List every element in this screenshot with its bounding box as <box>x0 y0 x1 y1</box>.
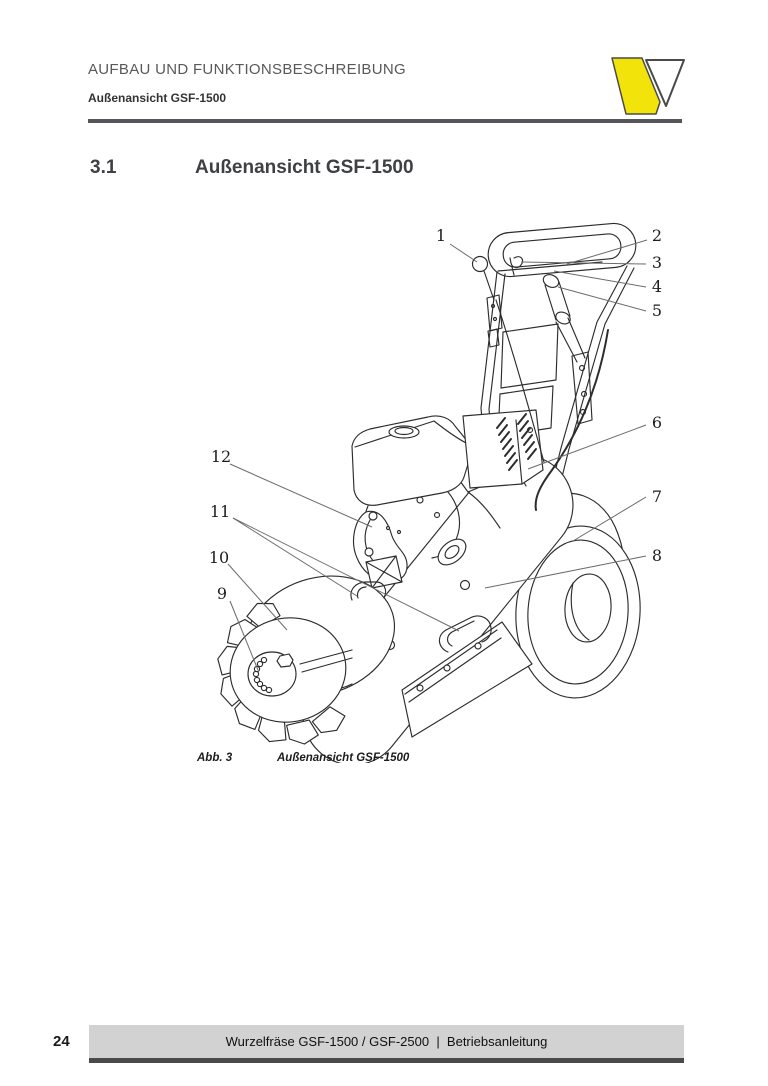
figure-caption-text: Außenansicht GSF-1500 <box>277 752 410 764</box>
callout-label-6: 6 <box>651 413 663 432</box>
company-logo <box>602 50 694 118</box>
page-title: Außenansicht GSF-1500 <box>195 157 414 178</box>
header-rule <box>88 119 682 123</box>
footer-doc-title: Wurzelfräse GSF-1500 / GSF-2500 | Betriebsanleitung <box>225 1034 548 1049</box>
chapter-title: AUFBAU UND FUNKTIONSBESCHREIBUNG <box>88 61 406 78</box>
page-number: 24 <box>53 1033 70 1050</box>
callout-label-2: 2 <box>651 226 663 245</box>
callout-label-7: 7 <box>651 487 663 506</box>
callout-label-3: 3 <box>651 253 663 272</box>
fuel-tank <box>352 416 471 505</box>
callout-label-8: 8 <box>651 546 663 565</box>
callout-label-1: 1 <box>435 226 447 245</box>
callout-label-5: 5 <box>651 301 663 320</box>
callout-label-9: 9 <box>216 584 228 603</box>
figure-caption-label: Abb. 3 <box>197 752 233 764</box>
header-section-subtitle: Außenansicht GSF-1500 <box>88 91 227 105</box>
callout-label-4: 4 <box>651 277 663 296</box>
section-number: 3.1 <box>90 157 117 178</box>
cable-clip <box>510 257 523 275</box>
vibration-damper <box>541 272 592 424</box>
figure-drawing <box>210 218 670 763</box>
callout-label-10: 10 <box>208 548 230 567</box>
air-filter-box <box>463 410 543 488</box>
callout-label-12: 12 <box>210 447 232 466</box>
callout-label-11: 11 <box>209 502 231 521</box>
footer-bar <box>89 1025 684 1063</box>
throttle-lever <box>473 257 503 348</box>
hub-bolt <box>277 654 293 667</box>
